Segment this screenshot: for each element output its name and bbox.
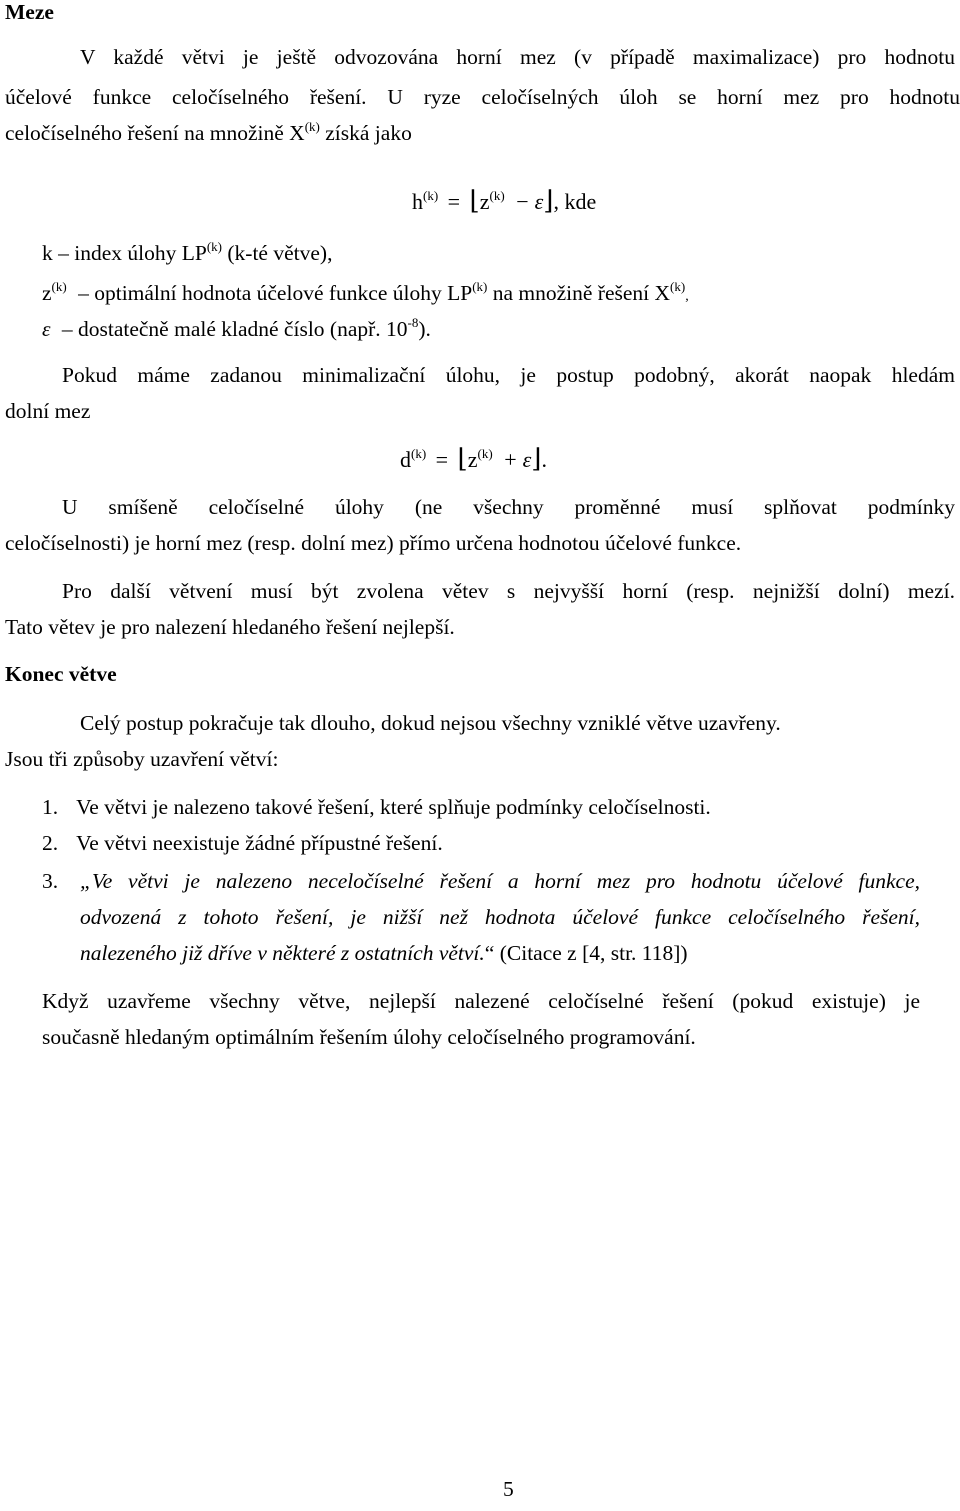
definition-z: $z^{(k)}$ – optimální hodnota účelové funkce úlohy LP$^{(k)}$ na množině řešení $X^{(k)}$, [42, 279, 689, 305]
heading-meze: Meze [5, 0, 54, 24]
meze-p3-line1: U smíšeně celočíselné úlohy (ne všechny proměnné musí splňovat podmínky [62, 495, 955, 519]
meze-p4-line2: Tato větev je pro nalezení hledaného řešení nejlepší. [5, 615, 455, 639]
page-number: 5 [503, 1477, 514, 1501]
equation-upper-bound: $h^{(k)}$ = $⌊z^{(k)}$ − ε⌋, kde [412, 186, 597, 215]
heading-konec-vetve: Konec větve [5, 662, 117, 686]
list-item-3-line2: odvozená z tohoto řešení, je nižší než hodnota účelové funkce celočíselného řešení, [80, 905, 920, 929]
meze-p1-line1: V každé větvi je ještě odvozována horní mez (v případě maximalizace) pro hodnotu [80, 45, 955, 69]
konec-p2-line2: současně hledaným optimálním řešením úlohy celočíselného programování. [42, 1025, 696, 1049]
definition-k: k – index úlohy LP$^{(k)}$ (k-té větve), [42, 239, 333, 265]
meze-p2-line2: dolní mez [5, 399, 91, 423]
definition-epsilon: ε – dostatečně malé kladné číslo (např. $10^{-8}$). [42, 315, 431, 341]
konec-p1-line2: Jsou tři způsoby uzavření větví: [5, 747, 279, 771]
list-item-3-line3: nalezeného již dříve v některé z ostatních větví.“ (Citace z [4, str. 118]) [80, 941, 688, 965]
meze-p4-line1: Pro další větvení musí být zvolena větev s nejvyšší horní (resp. nejnižší dolní) mezí. [62, 579, 955, 603]
meze-p1-line3: celočíselného řešení na množině $X^{(k)}$ získá jako [5, 119, 412, 145]
meze-p1-line2: účelové funkce celočíselného řešení. U ryze celočíselných úloh se horní mez pro hodnotu [5, 85, 960, 109]
meze-p3-line2: celočíselnosti) je horní mez (resp. dolní mez) přímo určena hodnotou účelové funkce. [5, 531, 742, 555]
equation-lower-bound: $d^{(k)}$ = $⌊z^{(k)}$ + ε⌋. [400, 444, 547, 473]
list-item-3-line1: „Ve větvi je nalezeno neceločíselné řešení a horní mez pro hodnotu účelové funkce, [80, 869, 920, 893]
list-item-number: 3. [42, 869, 59, 893]
konec-p1-line1: Celý postup pokračuje tak dlouho, dokud nejsou všechny vzniklé větve uzavřeny. [80, 711, 781, 735]
list-item: 2. Ve větvi neexistuje žádné přípustné řešení. [42, 831, 443, 855]
list-item: 1. Ve větvi je nalezeno takové řešení, které splňuje podmínky celočíselnosti. [42, 795, 711, 819]
meze-p2-line1: Pokud máme zadanou minimalizační úlohu, je postup podobný, akorát naopak hledám [62, 363, 955, 387]
konec-p2-line1: Když uzavřeme všechny větve, nejlepší nalezené celočíselné řešení (pokud existuje) je [42, 989, 920, 1013]
